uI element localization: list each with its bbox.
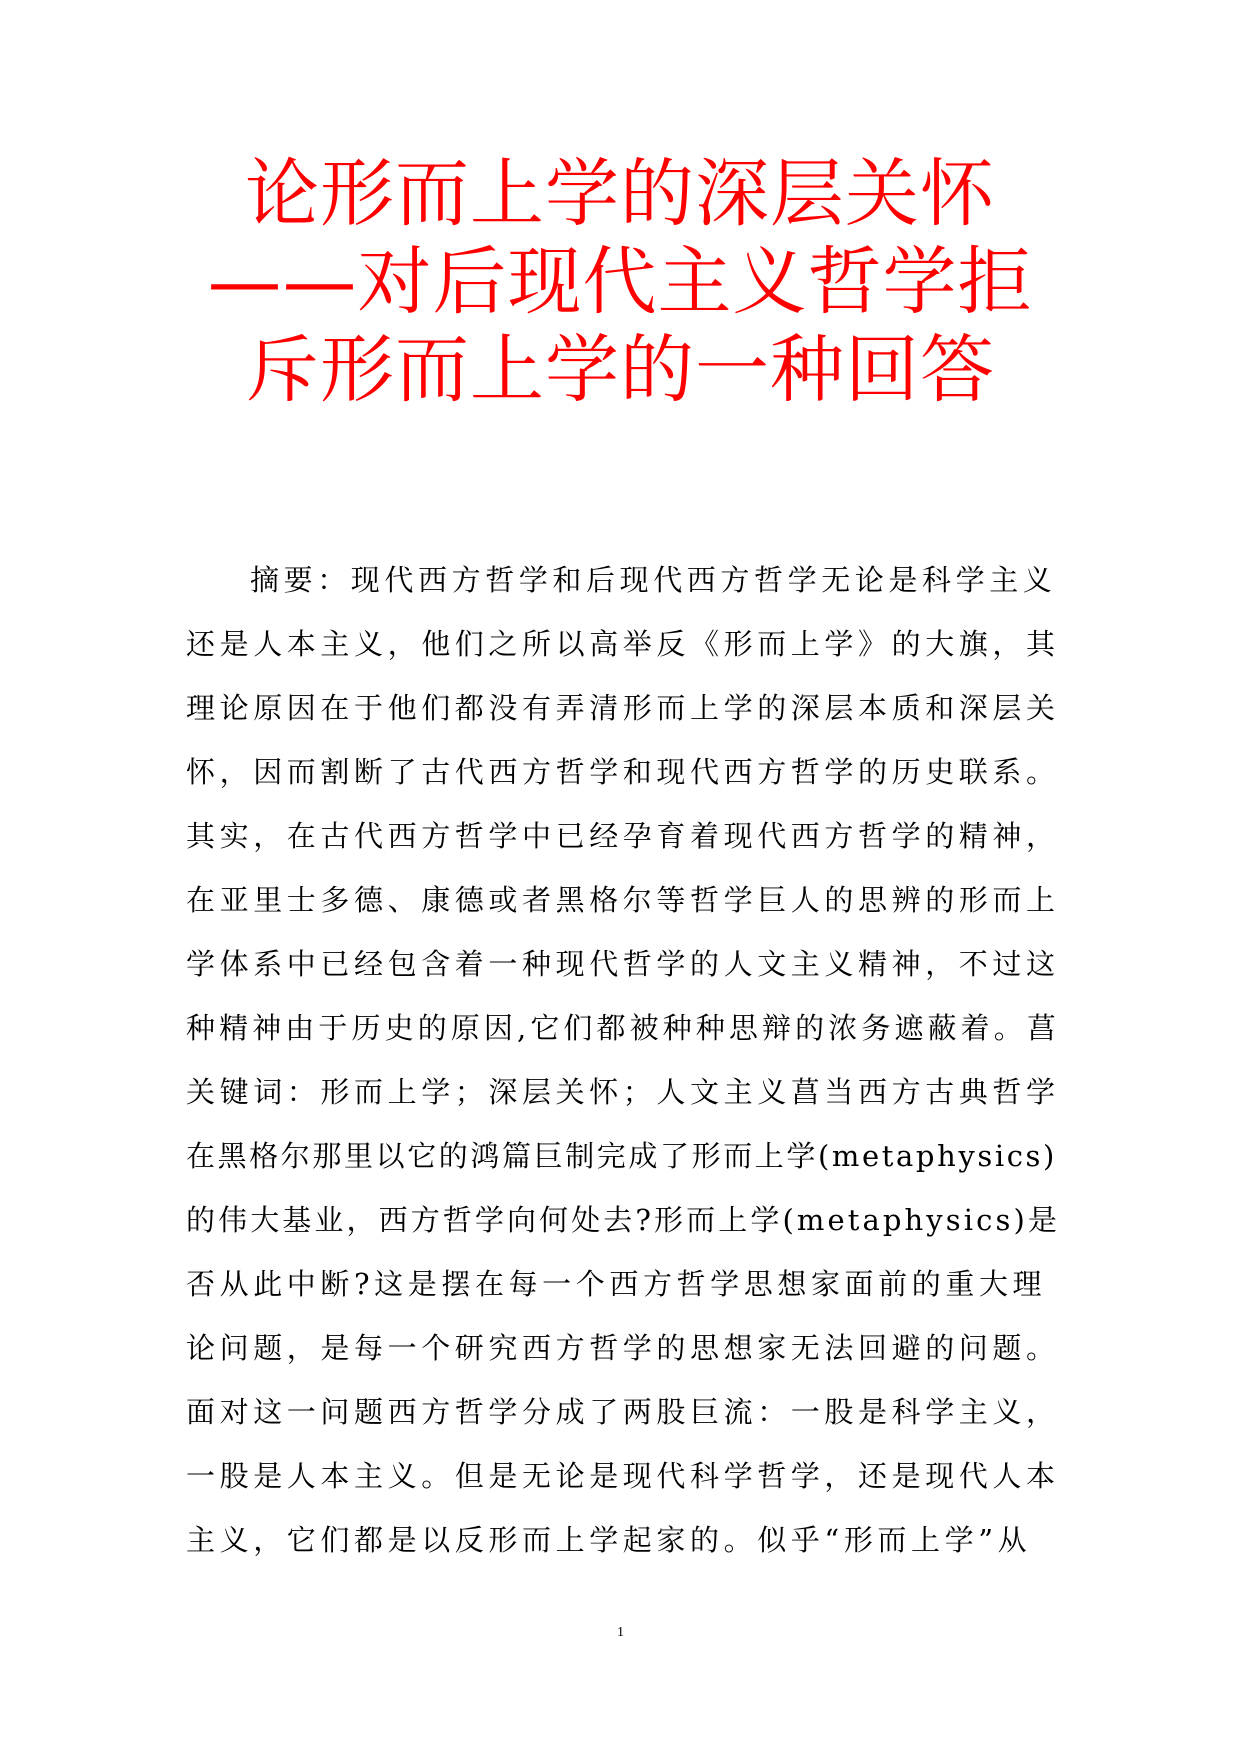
body-line: 怀，因而割断了古代西方哲学和现代西方哲学的历史联系。 <box>186 755 1060 789</box>
body-line: 还是人本主义，他们之所以高举反《形而上学》的大旗，其 <box>186 627 1060 661</box>
body-line: 理论原因在于他们都没有弄清形而上学的深层本质和深层关 <box>186 691 1060 725</box>
body-line: 面对这一问题西方哲学分成了两股巨流：一股是科学主义， <box>186 1395 1060 1429</box>
body-line: 在亚里士多德、康德或者黑格尔等哲学巨人的思辨的形而上 <box>186 883 1060 917</box>
title-line: ——对后现代主义哲学拒 <box>207 239 1033 325</box>
body-line: 的伟大基业，西方哲学向何处去?形而上学(metaphysics)是 <box>186 1203 1060 1237</box>
body-line: 论问题，是每一个研究西方哲学的思想家无法回避的问题。 <box>186 1331 1060 1365</box>
title-line: 斥形而上学的一种回答 <box>245 327 995 413</box>
body-line: 学体系中已经包含着一种现代哲学的人文主义精神，不过这 <box>186 947 1060 981</box>
body-line: 摘要：现代西方哲学和后现代西方哲学无论是科学主义 <box>250 563 1057 597</box>
body-line: 否从此中断?这是摆在每一个西方哲学思想家面前的重大理 <box>186 1267 1047 1301</box>
body-line: 种精神由于历史的原因,它们都被种种思辩的浓务遮蔽着。菖 <box>186 1011 1060 1045</box>
body-line: 一股是人本主义。但是无论是现代科学哲学，还是现代人本 <box>186 1459 1060 1493</box>
body-line: 在黑格尔那里以它的鸿篇巨制完成了形而上学(metaphysics) <box>186 1139 1057 1173</box>
title-line: 论形而上学的深层关怀 <box>245 151 995 237</box>
body-line: 其实，在古代西方哲学中已经孕育着现代西方哲学的精神， <box>186 819 1060 853</box>
document-title <box>150 150 1090 414</box>
page-number: 1 <box>617 1625 624 1640</box>
body-line: 主义，它们都是以反形而上学起家的。似乎“形而上学”从 <box>186 1523 1032 1557</box>
body-line: 关键词：形而上学；深层关怀；人文主义菖当西方古典哲学 <box>186 1075 1060 1109</box>
document-body <box>186 548 1066 1572</box>
